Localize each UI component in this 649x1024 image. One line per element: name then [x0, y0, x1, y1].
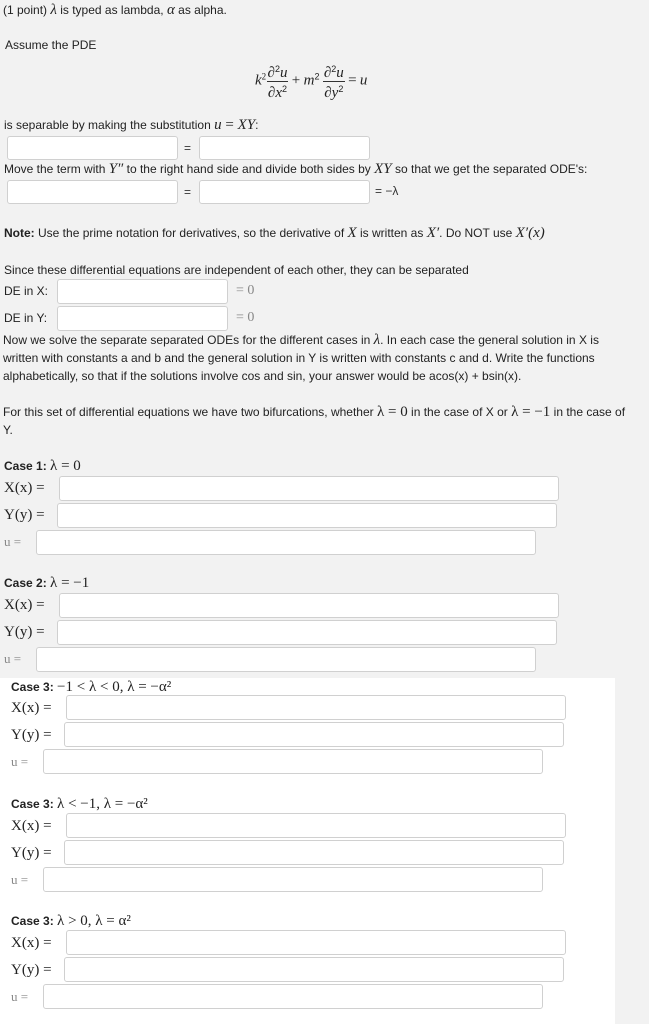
case-1-u-input[interactable] — [36, 530, 536, 555]
de-y-label: DE in Y: — [4, 311, 48, 325]
case-3c-u-input[interactable] — [43, 984, 543, 1009]
case-3a-u-input[interactable] — [43, 749, 543, 774]
assume-text: Assume the PDE — [5, 38, 97, 52]
de-x-input[interactable] — [57, 279, 228, 304]
case-1-y-input[interactable] — [57, 503, 557, 528]
instructions-paragraph: Now we solve the separate separated ODEs for the different cases in λ. In each case the general solution in X is written with constants a and b and the general solution in Y is written with constants c and d. Write the functions alphabetically, so that if the solutions involve cos and sin, your answer would be acos(x) + bsin(x). — [3, 332, 599, 383]
case-2-y-label: Y(y) = — [4, 624, 45, 640]
case-3a-x-input[interactable] — [66, 695, 566, 720]
case-3c-title: Case 3: λ > 0, λ = α² — [11, 913, 131, 929]
case-2-u-label: u = — [4, 651, 22, 666]
bifurcation-paragraph: For this set of differential equations we have two bifurcations, whether λ = 0 in the case of X or λ = −1 in the case of Y. — [3, 404, 626, 437]
case-1-title: Case 1: λ = 0 — [4, 458, 81, 474]
points-label: (1 point) — [3, 3, 48, 17]
de-y-input[interactable] — [57, 306, 228, 331]
de-x-label: DE in X: — [4, 284, 49, 298]
case-2-u-input[interactable] — [36, 647, 536, 672]
case-1-x-label: X(x) = — [4, 480, 45, 496]
separated-right-input[interactable] — [199, 180, 370, 204]
substitution-right-input[interactable] — [199, 136, 370, 160]
case-3a-title: Case 3: −1 < λ < 0, λ = −α² — [11, 679, 172, 695]
case-2-x-input[interactable] — [59, 593, 559, 618]
separable-text: is separable by making the substitution u = XY: — [4, 117, 259, 133]
note-text: Note: Use the prime notation for derivatives, so the derivative of X is written as X′. Do NOT use X′(x) — [4, 225, 545, 241]
case-1-x-input[interactable] — [59, 476, 559, 501]
case-3a-x-label: X(x) = — [11, 700, 52, 716]
case-3c-y-label: Y(y) = — [11, 962, 52, 978]
separated-left-input[interactable] — [7, 180, 178, 204]
case-3c-x-input[interactable] — [66, 930, 566, 955]
pde-equation: $k^2$ $\frac{\partial^2u}{\partial x^2}$ + $m^2$ $\frac{\partial^2u}{\partial y^2}$ = u — [255, 64, 368, 101]
substitution-left-input[interactable] — [7, 136, 178, 160]
case-3a-y-label: Y(y) = — [11, 727, 52, 743]
case-3b-y-label: Y(y) = — [11, 845, 52, 861]
case-3b-u-label: u = — [11, 872, 29, 887]
lambda-symbol: λ — [50, 2, 57, 18]
case-3b-x-label: X(x) = — [11, 818, 52, 834]
equals-sign: = — [184, 185, 192, 199]
de-y-rhs: = 0 — [236, 310, 255, 325]
case-3c-y-input[interactable] — [64, 957, 564, 982]
case-2-x-label: X(x) = — [4, 597, 45, 613]
alpha-symbol: α — [166, 2, 175, 18]
case-1-y-label: Y(y) = — [4, 507, 45, 523]
case-3c-x-label: X(x) = — [11, 935, 52, 951]
case-3a-y-input[interactable] — [64, 722, 564, 747]
equals-minus-lambda: = −λ — [375, 184, 399, 198]
equals-sign: = — [184, 141, 192, 155]
case-3c-u-label: u = — [11, 989, 29, 1004]
case-3b-u-input[interactable] — [43, 867, 543, 892]
case-3a-u-label: u = — [11, 754, 29, 769]
case-3b-x-input[interactable] — [66, 813, 566, 838]
case-3b-y-input[interactable] — [64, 840, 564, 865]
de-x-rhs: = 0 — [236, 283, 255, 298]
case-3b-title: Case 3: λ < −1, λ = −α² — [11, 796, 148, 812]
since-text: Since these differential equations are independent of each other, they can be separated — [4, 263, 469, 277]
case-2-title: Case 2: λ = −1 — [4, 575, 90, 591]
problem-header: (1 point) λ is typed as lambda, α as alpha. — [3, 2, 227, 18]
case-1-u-label: u = — [4, 534, 22, 549]
case-2-y-input[interactable] — [57, 620, 557, 645]
move-text: Move the term with Y″ to the right hand side and divide both sides by XY so that we get the separated ODE's: — [4, 161, 588, 177]
